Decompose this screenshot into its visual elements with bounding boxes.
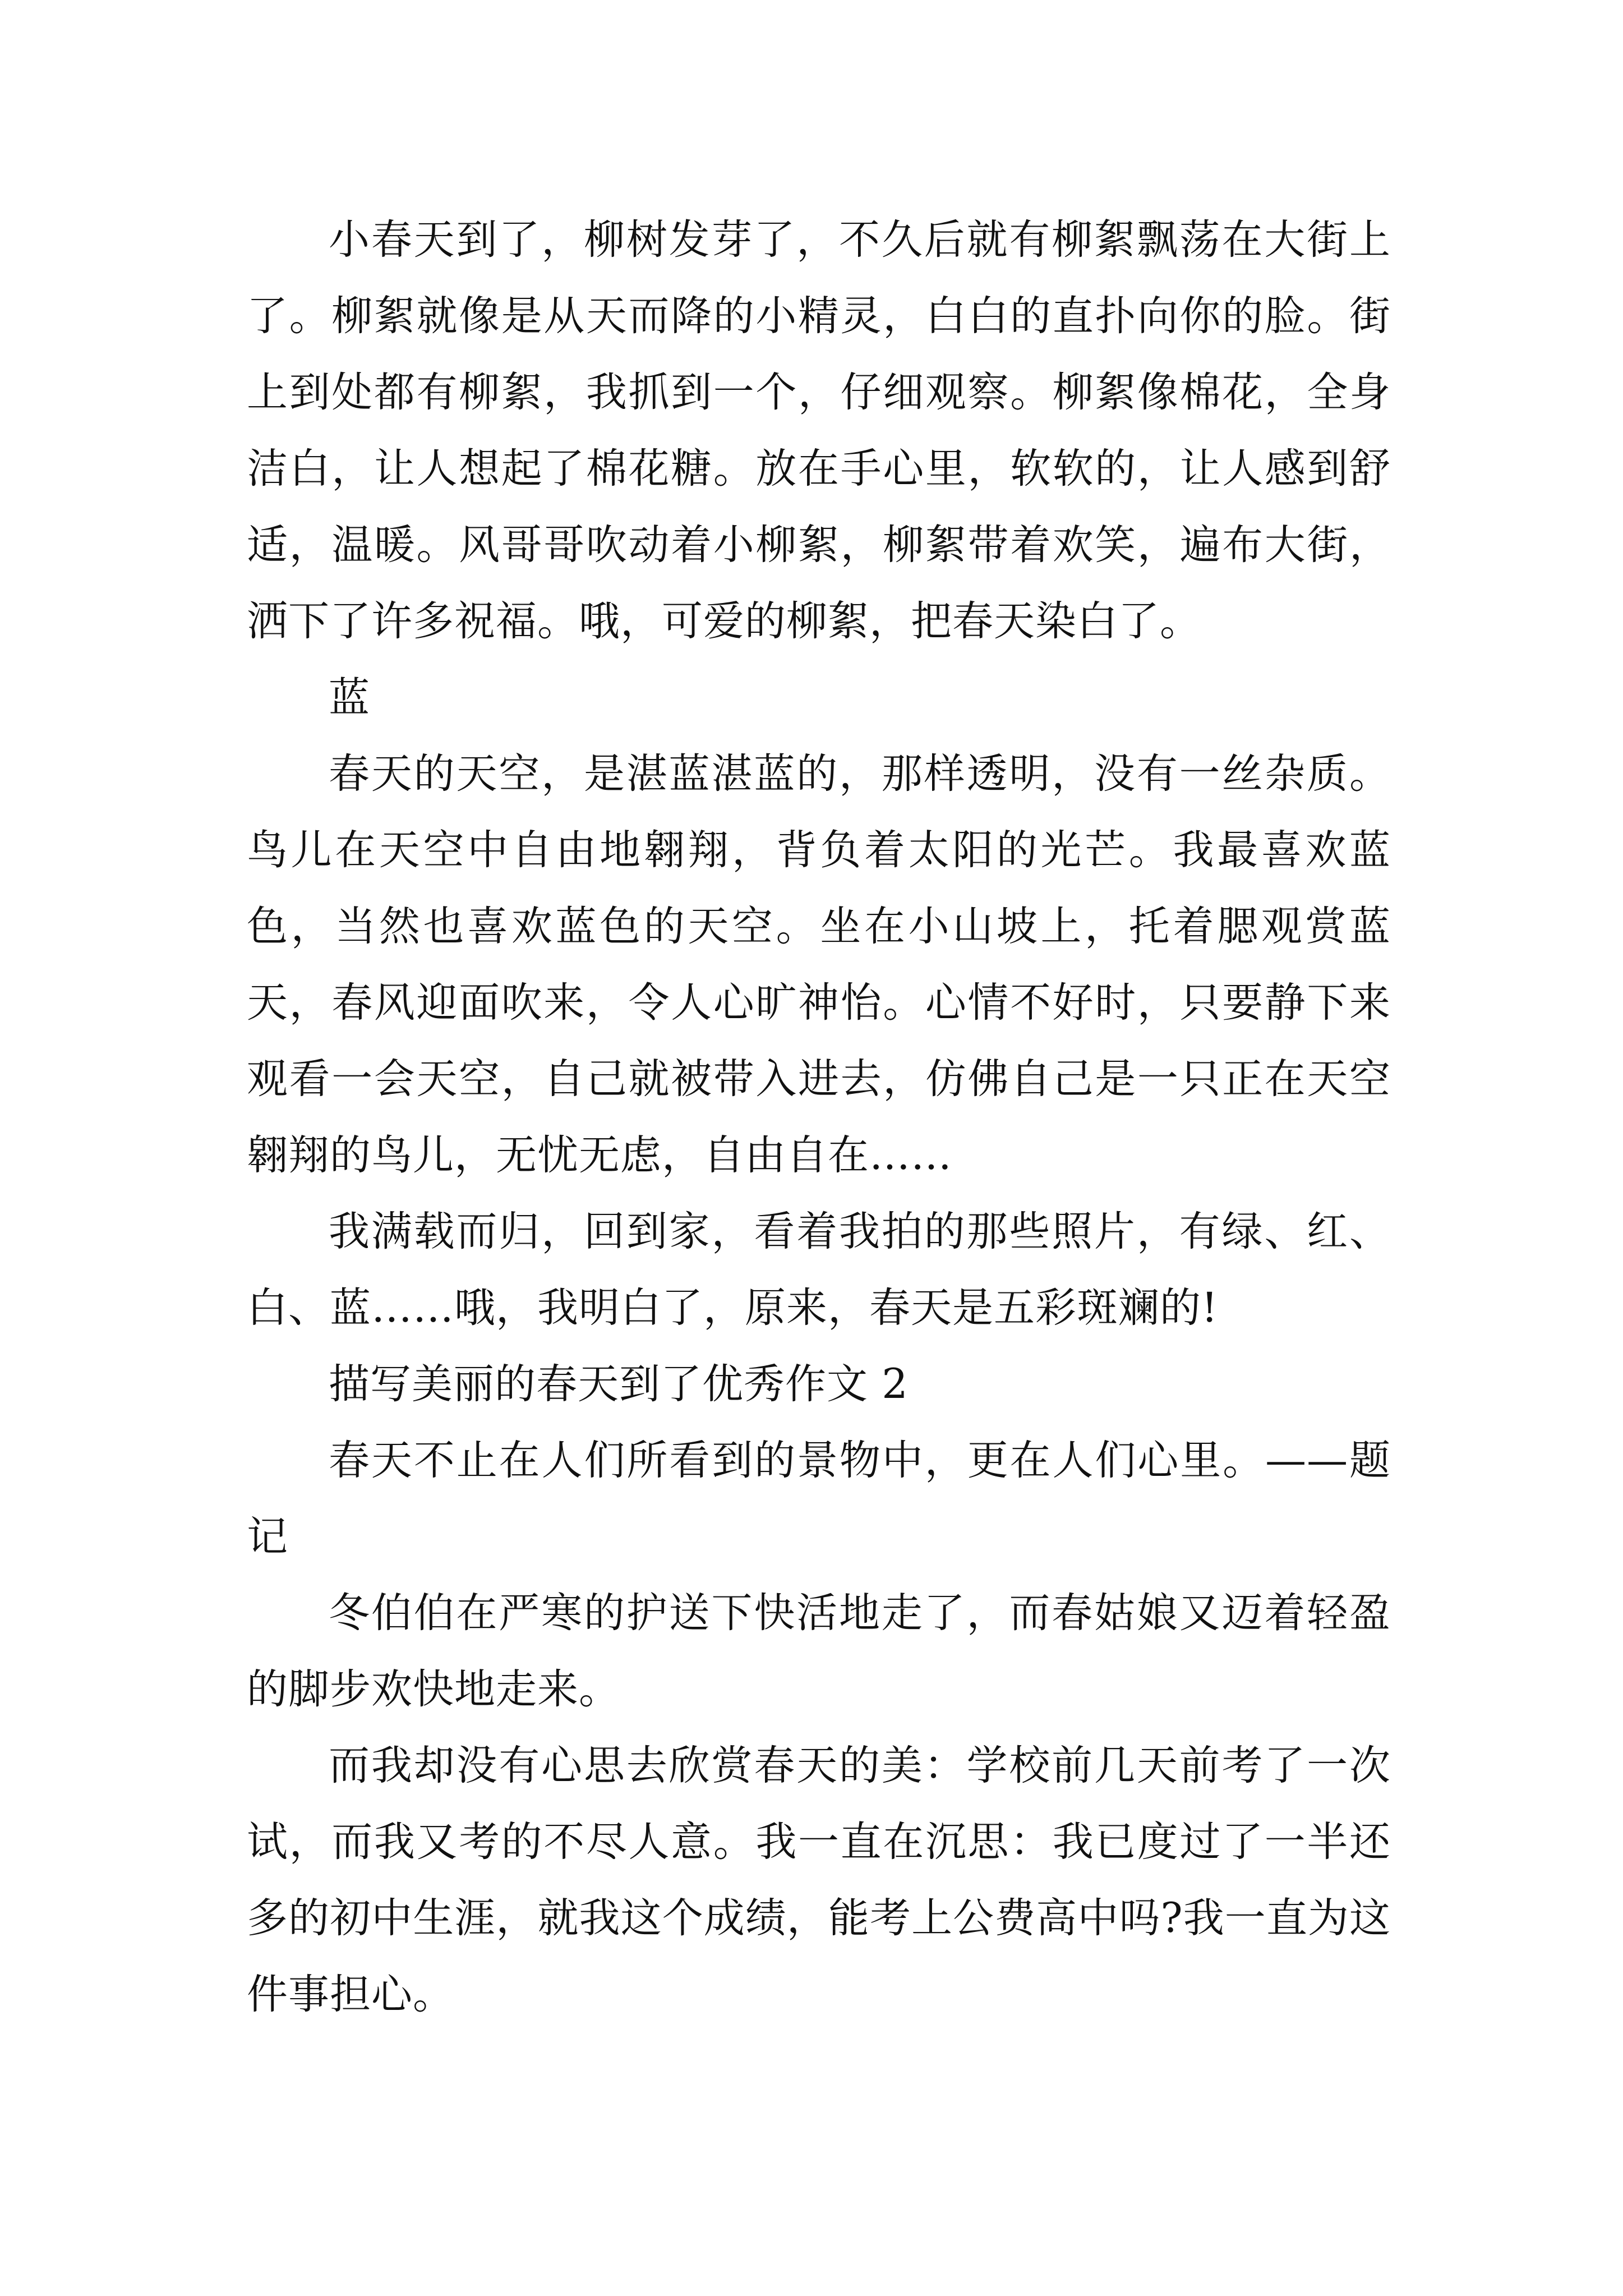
section-heading-blue: 蓝 [329,674,370,721]
paragraph-blue-sky: 春天的天空，是湛蓝湛蓝的，那样透明，没有一丝杂质。鸟儿在天空中自由地翱翔，背负着太阳的光芒。我最喜欢蓝色，当然也喜欢蓝色的天空。坐在小山坡上，托着腮观赏蓝天，春风迎面吹来，令人心旷神怡。心情不好时，只要静下来观看一会天空，自己就被带入进去，仿佛自己是一只正在天空翱翔的鸟儿，无忧无虑，自由自在…… [247,750,1391,1179]
paragraph-winter-leaves: 冬伯伯在严寒的护送下快活地走了，而春姑娘又迈着轻盈的脚步欢快地走来。 [247,1589,1391,1713]
essay-title: 描写美丽的春天到了优秀作文 2 [329,1360,909,1408]
document-body [247,202,1391,2033]
paragraph-willow-catkins: 小春天到了，柳树发芽了，不久后就有柳絮飘荡在大街上了。柳絮就像是从天而降的小精灵，白白的直扑向你的脸。街上到处都有柳絮，我抓到一个，仔细观察。柳絮像棉花，全身洁白，让人想起了棉花糖。放在手心里，软软的，让人感到舒适，温暖。风哥哥吹动着小柳絮，柳絮带着欢笑，遍布大街，洒下了许多祝福。哦，可爱的柳絮，把春天染白了。 [247,216,1391,645]
paragraph-return-home: 我满载而归，回到家，看着我拍的那些照片，有绿、红、白、蓝……哦，我明白了，原来，春天是五彩斑斓的! [247,1208,1391,1332]
epigraph: 春天不止在人们所看到的景物中，更在人们心里。——题记 [247,1437,1391,1561]
paragraph-exam-worry: 而我却没有心思去欣赏春天的美：学校前几天前考了一次试，而我又考的不尽人意。我一直在沉思：我已度过了一半还多的初中生涯，就我这个成绩，能考上公费高中吗?我一直为这件事担心。 [247,1742,1391,2018]
